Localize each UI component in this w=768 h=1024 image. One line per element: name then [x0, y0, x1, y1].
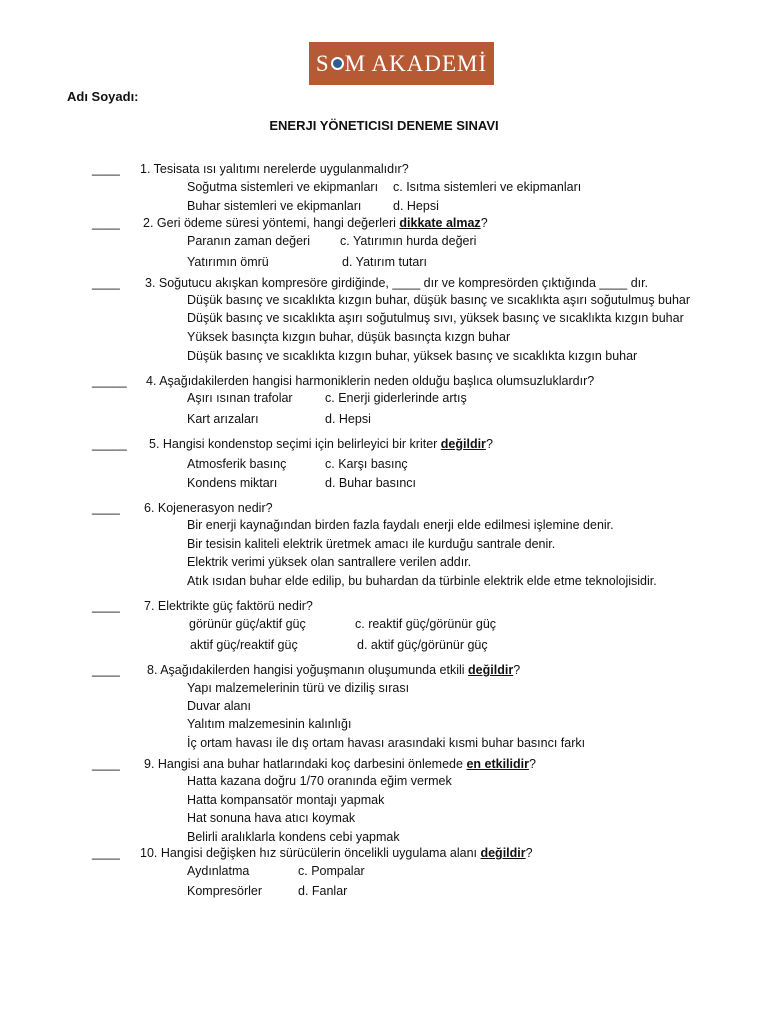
question-stem: 7. Elektrikte güç faktörü nedir?	[144, 599, 313, 613]
answer-option: c. Karşı basınç	[325, 457, 408, 471]
question-emphasis: dikkate almaz	[399, 216, 481, 230]
answer-blank: ____	[92, 162, 120, 176]
logo-text-start: S	[315, 50, 330, 76]
answer-option: Elektrik verimi yüksek olan santrallere verilen addır.	[187, 555, 472, 569]
answer-blank: _____	[92, 374, 127, 388]
question-emphasis: değildir	[440, 437, 486, 451]
question-stem: 5. Hangisi kondenstop seçimi için belirleyici bir kriter	[149, 437, 441, 451]
question-text	[143, 216, 488, 230]
question-stem: 2. Geri ödeme süresi yöntemi, hangi değerleri	[143, 216, 400, 230]
question-end: ?	[480, 216, 488, 230]
answer-option: İç ortam havası ile dış ortam havası arasındaki kısmi buhar basıncı farkı	[187, 736, 586, 750]
answer-option: Hat sonuna hava atıcı koymak	[187, 811, 356, 825]
answer-option: Düşük basınç ve sıcaklıkta kızgın buhar, düşük basınç ve sıcaklıkta aşırı soğutulmuş buhar	[187, 293, 691, 307]
answer-option: c. Isıtma sistemleri ve ekipmanları	[393, 180, 582, 194]
answer-option: Aşırı ısınan trafolar	[187, 391, 293, 405]
question-emphasis: değildir	[468, 663, 514, 677]
answer-blank: ____	[92, 599, 120, 613]
brand-logo	[309, 42, 494, 85]
answer-option: Atık ısıdan buhar elde edilip, bu buhardan da türbinle elektrik elde etme teknolojisidir.	[187, 574, 657, 588]
answer-option: d. Hepsi	[393, 199, 439, 213]
question-emphasis: değildir	[480, 846, 526, 860]
answer-option: d. Buhar basıncı	[325, 476, 417, 490]
question-end: ?	[485, 437, 493, 451]
answer-option: Atmosferik basınç	[187, 457, 287, 471]
answer-option: c. Yatırımın hurda değeri	[340, 234, 477, 248]
question-stem: 1. Tesisata ısı yalıtımı nerelerde uygulanmalıdır?	[140, 162, 409, 176]
answer-option: Aydınlatma	[187, 864, 250, 878]
answer-option: Belirli aralıklarla kondens cebi yapmak	[187, 830, 400, 844]
answer-option: Bir enerji kaynağından birden fazla faydalı enerji elde edilmesi işlemine denir.	[187, 518, 614, 532]
logo-text-end: M AKADEMİ	[344, 50, 488, 76]
answer-option: d. Fanlar	[298, 884, 348, 898]
compass-icon	[331, 57, 344, 70]
answer-option: görünür güç/aktif güç	[189, 617, 306, 631]
answer-option: Hatta kazana doğru 1/70 oranında eğim vermek	[187, 774, 452, 788]
question-stem: 4. Aşağıdakilerden hangisi harmoniklerin neden olduğu başlıca olumsuzluklardır?	[146, 374, 595, 388]
name-label: Adı Soyadı:	[67, 89, 139, 104]
answer-blank: _____	[92, 437, 127, 451]
answer-blank: ____	[92, 846, 120, 860]
answer-option: d. Hepsi	[325, 412, 371, 426]
answer-blank: ____	[92, 663, 120, 677]
answer-option: Düşük basınç ve sıcaklıkta aşırı soğutulmuş sıvı, yüksek basınç ve sıcaklıkta kızgın buhar	[187, 311, 684, 325]
question-text	[145, 276, 648, 290]
question-end: ?	[513, 663, 521, 677]
answer-option: Duvar alanı	[187, 699, 251, 713]
answer-blank: ____	[92, 276, 120, 290]
question-stem: 9. Hangisi ana buhar hatlarındaki koç darbesini önlemede	[144, 757, 467, 771]
answer-option: Yalıtım malzemesinin kalınlığı	[187, 717, 352, 731]
question-text	[140, 162, 409, 176]
answer-option: Soğutma sistemleri ve ekipmanları	[187, 180, 379, 194]
question-text	[146, 374, 594, 388]
question-stem: 3. Soğutucu akışkan kompresöre girdiğinde, ____ dır ve kompresörden çıktığında ____ dır.	[145, 276, 649, 290]
question-stem: 8. Aşağıdakilerden hangisi yoğuşmanın oluşumunda etkili	[147, 663, 469, 677]
question-text	[144, 501, 273, 515]
answer-option: Düşük basınç ve sıcaklıkta kızgın buhar, yüksek basınç ve sıcaklıkta kızgın buhar	[187, 349, 638, 363]
answer-option: d. aktif güç/görünür güç	[357, 638, 488, 652]
answer-option: Kompresörler	[187, 884, 263, 898]
answer-blank: ____	[92, 501, 120, 515]
question-emphasis: en etkilidir	[466, 757, 529, 771]
question-stem: 6. Kojenerasyon nedir?	[144, 501, 273, 515]
question-text	[144, 599, 313, 613]
answer-option: aktif güç/reaktif güç	[190, 638, 298, 652]
question-text	[140, 846, 533, 860]
answer-blank: ____	[92, 216, 120, 230]
answer-option: Hatta kompansatör montajı yapmak	[187, 793, 385, 807]
answer-option: Yapı malzemelerinin türü ve diziliş sırası	[187, 681, 410, 695]
question-stem: 10. Hangisi değişken hız sürücülerin öncelikli uygulama alanı	[140, 846, 481, 860]
question-end: ?	[525, 846, 533, 860]
answer-option: c. reaktif güç/görünür güç	[355, 617, 497, 631]
answer-option: c. Pompalar	[298, 864, 365, 878]
exam-title: ENERJI YÖNETICISI DENEME SINAVI	[269, 118, 499, 133]
answer-option: Bir tesisin kaliteli elektrik üretmek amacı ile kurduğu santrale denir.	[187, 537, 556, 551]
answer-option: Buhar sistemleri ve ekipmanları	[187, 199, 362, 213]
question-text	[147, 663, 520, 677]
answer-blank: ____	[92, 757, 120, 771]
answer-option: Yatırımın ömrü	[187, 255, 269, 269]
question-end: ?	[528, 757, 536, 771]
answer-option: Paranın zaman değeri	[187, 234, 310, 248]
answer-option: d. Yatırım tutarı	[342, 255, 427, 269]
answer-option: Kondens miktarı	[187, 476, 278, 490]
answer-option: c. Enerji giderlerinde artış	[325, 391, 467, 405]
answer-option: Kart arızaları	[187, 412, 259, 426]
question-text	[144, 757, 536, 771]
answer-option: Yüksek basınçta kızgın buhar, düşük basınçta kızgn buhar	[187, 330, 511, 344]
question-text	[149, 437, 493, 451]
